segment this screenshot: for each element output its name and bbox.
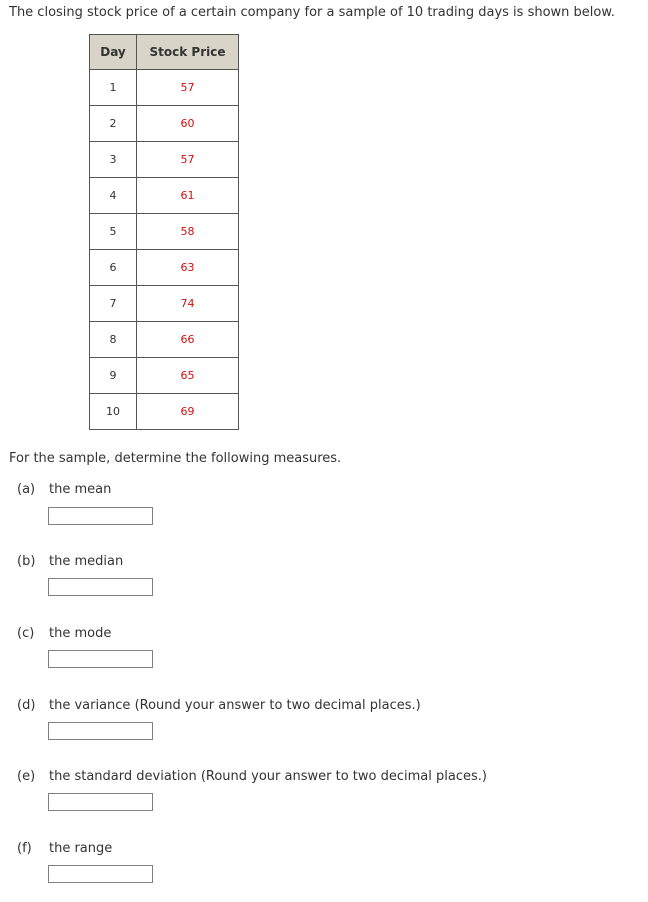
table-row bbox=[90, 70, 239, 106]
price-cell: 60 bbox=[137, 106, 239, 142]
table-row bbox=[90, 322, 239, 358]
price-cell: 61 bbox=[137, 178, 239, 214]
question-range bbox=[17, 841, 112, 856]
standard-deviation-input[interactable] bbox=[48, 793, 153, 811]
question-text: the variance (Round your answer to two decimal places.) bbox=[49, 698, 421, 713]
question-standard-deviation bbox=[17, 769, 487, 784]
table-row bbox=[90, 394, 239, 430]
price-cell: 66 bbox=[137, 322, 239, 358]
day-cell: 6 bbox=[90, 250, 137, 286]
question-variance bbox=[17, 698, 421, 713]
question-label: (a) bbox=[17, 482, 36, 497]
question-label: (b) bbox=[17, 554, 36, 569]
header-stock-price: Stock Price bbox=[137, 35, 239, 70]
table-row bbox=[90, 214, 239, 250]
question-text: the mean bbox=[49, 482, 112, 497]
day-cell: 10 bbox=[90, 394, 137, 430]
price-cell: 57 bbox=[137, 142, 239, 178]
price-cell: 58 bbox=[137, 214, 239, 250]
table-row bbox=[90, 178, 239, 214]
price-cell: 63 bbox=[137, 250, 239, 286]
table-row bbox=[90, 286, 239, 322]
question-mode bbox=[17, 626, 111, 641]
stock-price-table bbox=[89, 34, 239, 430]
price-cell: 57 bbox=[137, 70, 239, 106]
day-cell: 1 bbox=[90, 70, 137, 106]
table-row bbox=[90, 106, 239, 142]
question-text: the mode bbox=[49, 626, 112, 641]
header-day: Day bbox=[90, 35, 137, 70]
median-input[interactable] bbox=[48, 578, 153, 596]
table-row bbox=[90, 250, 239, 286]
day-cell: 2 bbox=[90, 106, 137, 142]
table-header-row bbox=[90, 35, 239, 70]
question-text: the standard deviation (Round your answer to two decimal places.) bbox=[49, 769, 487, 784]
day-cell: 7 bbox=[90, 286, 137, 322]
day-cell: 5 bbox=[90, 214, 137, 250]
day-cell: 8 bbox=[90, 322, 137, 358]
question-text: the median bbox=[49, 554, 124, 569]
price-cell: 74 bbox=[137, 286, 239, 322]
day-cell: 9 bbox=[90, 358, 137, 394]
variance-input[interactable] bbox=[48, 722, 153, 740]
question-label: (c) bbox=[17, 626, 35, 641]
question-label: (f) bbox=[17, 841, 32, 856]
table-row bbox=[90, 142, 239, 178]
price-cell: 65 bbox=[137, 358, 239, 394]
mean-input[interactable] bbox=[48, 507, 153, 525]
mode-input[interactable] bbox=[48, 650, 153, 668]
day-cell: 4 bbox=[90, 178, 137, 214]
table-row bbox=[90, 358, 239, 394]
question-label: (d) bbox=[17, 698, 36, 713]
day-cell: 3 bbox=[90, 142, 137, 178]
question-text: the range bbox=[49, 841, 113, 856]
price-cell: 69 bbox=[137, 394, 239, 430]
question-label: (e) bbox=[17, 769, 36, 784]
instructions: For the sample, determine the following measures. bbox=[9, 451, 342, 466]
problem-intro: The closing stock price of a certain company for a sample of 10 trading days is shown below. bbox=[9, 5, 615, 20]
range-input[interactable] bbox=[48, 865, 153, 883]
question-median bbox=[17, 554, 123, 569]
question-mean bbox=[17, 482, 111, 497]
